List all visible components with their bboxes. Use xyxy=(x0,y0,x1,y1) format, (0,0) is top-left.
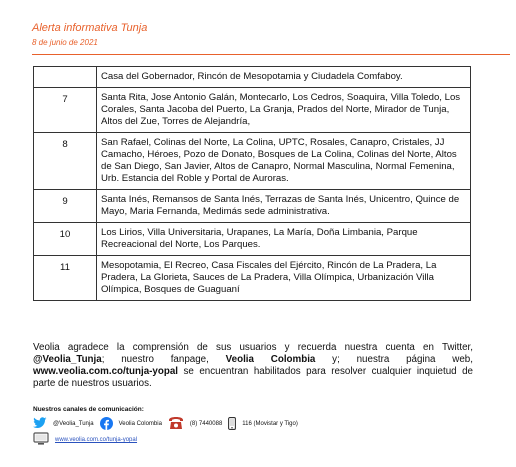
zone-neighborhoods: Santa Rita, Jose Antonio Galán, Montecarlo, Los Cedros, Soaquira, Villa Toledo, Los Corales, Santa Jacoba del Puerto, La Granja, Prados del Norte, Mirador de Tunja, Altos del Zue, Torres de Alejandría, xyxy=(97,88,471,133)
computer-icon xyxy=(33,432,49,448)
facebook-channel: Veolia Colombia xyxy=(118,421,162,427)
message-text: ; nuestro fanpage, xyxy=(101,354,226,365)
zone-number: 10 xyxy=(34,223,97,256)
header-divider xyxy=(32,54,510,55)
channels-row xyxy=(33,416,503,432)
twitter-channel: @Veolia_Tunja xyxy=(53,421,94,427)
zone-neighborhoods: Mesopotamia, El Recreo, Casa Fiscales del Ejército, Rincón de La Pradera, La Pradera, La Glorieta, Sauces de La Pradera, Villa Olímpica, Urbanización Villa Olímpica, Bosques de Guaguaní xyxy=(97,256,471,301)
phone-icon xyxy=(168,416,184,432)
message-text: se encuentran habilitados para resolver cualquier inquietud de parte de nuestros usuarios. xyxy=(33,366,473,389)
table-row xyxy=(34,223,471,256)
table-row xyxy=(34,67,471,88)
header xyxy=(32,22,147,48)
web-channel-row xyxy=(33,432,503,448)
zone-number: 11 xyxy=(34,256,97,301)
twitter-handle: @Veolia_Tunja xyxy=(33,354,102,365)
communication-channels xyxy=(33,406,503,448)
table-row xyxy=(34,256,471,301)
facebook-icon xyxy=(100,417,113,432)
website-link[interactable]: www.veolia.com.co/tunja-yopal xyxy=(55,437,138,443)
twitter-icon xyxy=(33,417,47,431)
zone-number xyxy=(34,67,97,88)
zone-number: 7 xyxy=(34,88,97,133)
fanpage-name: Veolia Colombia xyxy=(225,354,316,365)
zone-neighborhoods: Santa Inés, Remansos de Santa Inés, Terrazas de Santa Inés, Unicentro, Quince de Mayo, Maria Fernanda, Medimás sede administrativa. xyxy=(97,190,471,223)
thanks-message xyxy=(33,342,473,390)
zone-number: 8 xyxy=(34,133,97,190)
channels-title: Nuestros canales de comunicación: xyxy=(33,406,144,413)
website-url: www.veolia.com.co/tunja-yopal xyxy=(33,366,178,377)
zones-table xyxy=(33,66,471,301)
table-row xyxy=(34,190,471,223)
table-row xyxy=(34,133,471,190)
table-row xyxy=(34,88,471,133)
zone-number: 9 xyxy=(34,190,97,223)
alert-date: 8 de junio de 2021 xyxy=(32,38,98,47)
mobile-phone-icon xyxy=(228,417,236,432)
zone-neighborhoods: San Rafael, Colinas del Norte, La Colina, UPTC, Rosales, Canapro, Cristales, JJ Camacho, Héroes, Pozo de Donato, Bosques de La Colina, Colinas del Norte, Altos de San Diego, San Javier, Altos de Canapro, Normal Masculina, Normal Femenina, Urb. Estancia del Roble y Portal de Auroras. xyxy=(97,133,471,190)
zone-neighborhoods: Casa del Gobernador, Rincón de Mesopotamia y Ciudadela Comfaboy. xyxy=(97,67,471,88)
mobile-channel: 116 (Movistar y Tigo) xyxy=(242,421,298,427)
phone-channel: (8) 7440088 xyxy=(189,421,223,427)
message-text: Veolia agradece la comprensión de sus usuarios y recuerda nuestra cuenta en Twitter, xyxy=(33,342,473,353)
zone-neighborhoods: Los Lirios, Villa Universitaria, Urapanes, La María, Doña Limbania, Parque Recreacional del Norte, Los Parques. xyxy=(97,223,471,256)
message-text: y; nuestra página web, xyxy=(315,354,473,365)
alert-title: Alerta informativa Tunja xyxy=(32,22,148,34)
